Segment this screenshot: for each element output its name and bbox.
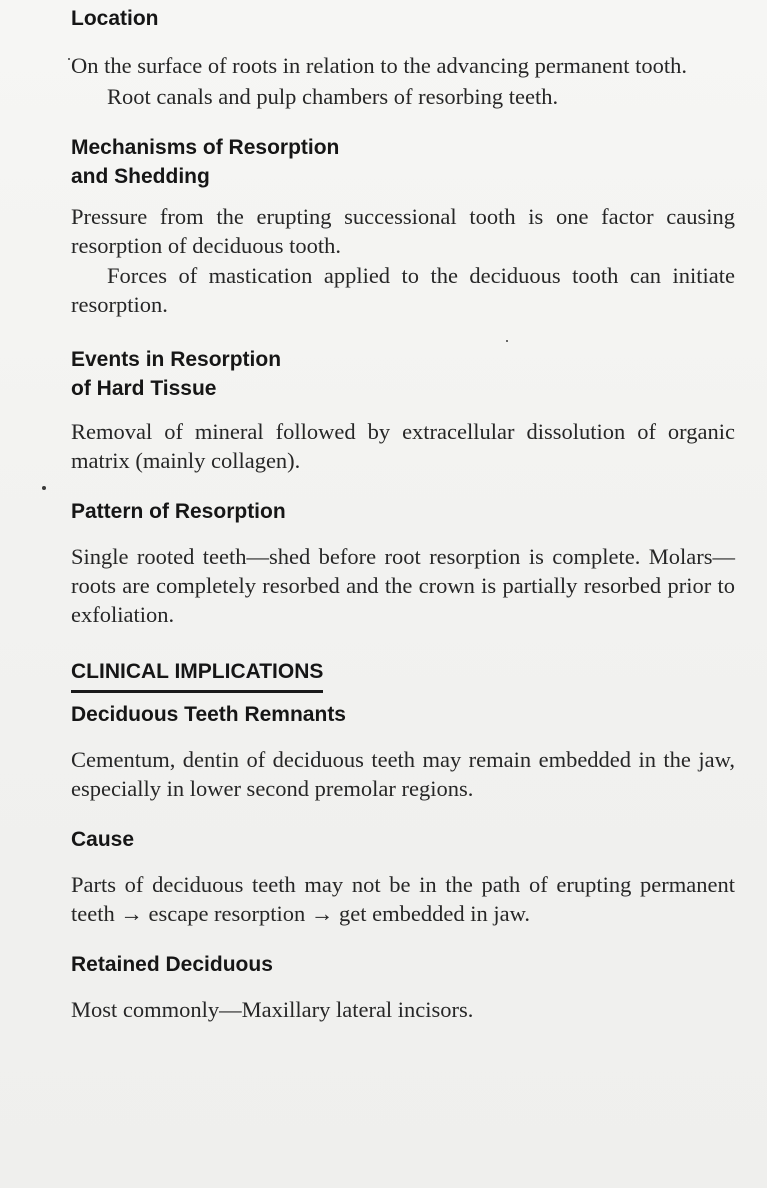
location-heading: Location <box>71 7 159 30</box>
events-heading-line-2: of Hard Tissue <box>71 377 217 400</box>
events-paragraph: Removal of mineral followed by extracellular dissolution of organic matrix (mainly collagen). <box>71 419 735 473</box>
cause-paragraph: Parts of deciduous teeth may not be in the path of erupting permanent teeth → escape resorption → get embedded in jaw. <box>71 872 735 926</box>
mechanisms-paragraph-2: Forces of mastication applied to the deciduous tooth can initiate resorption. <box>71 263 735 317</box>
mechanisms-heading-line-1: Mechanisms of Resorption <box>71 136 340 159</box>
cause-heading: Cause <box>71 828 135 851</box>
location-section <box>71 4 735 111</box>
clinical-implications-title: CLINICAL IMPLICATIONS <box>71 657 323 693</box>
pattern-paragraph: Single rooted teeth—shed before root resorption is complete. Molars—roots are completely resorbed and the crown is partially resorbed prior to exfoliation. <box>71 544 735 627</box>
page-content <box>71 4 735 1024</box>
events-heading-line-1: Events in Resorption <box>71 348 282 371</box>
events-section <box>71 345 735 475</box>
location-paragraph-2: Root canals and pulp chambers of resorbing teeth. <box>107 84 559 109</box>
remnants-heading: Deciduous Teeth Remnants <box>71 703 346 726</box>
clinical-implications-section <box>71 657 735 1024</box>
pattern-heading: Pattern of Resorption <box>71 500 286 523</box>
pattern-section <box>71 497 735 629</box>
remnants-paragraph: Cementum, dentin of deciduous teeth may remain embedded in the jaw, especially in lower second premolar regions. <box>71 747 735 801</box>
location-paragraph-1: On the surface of roots in relation to the advancing permanent tooth. <box>71 53 688 78</box>
mechanisms-section <box>71 133 735 319</box>
retained-heading: Retained Deciduous <box>71 953 273 976</box>
retained-paragraph: Most commonly—Maxillary lateral incisors. <box>71 997 474 1022</box>
print-speck <box>68 58 70 60</box>
mechanisms-paragraph-1: Pressure from the erupting successional tooth is one factor causing resorption of deciduous tooth. <box>71 204 735 258</box>
print-speck <box>42 486 46 490</box>
mechanisms-heading-line-2: and Shedding <box>71 165 210 188</box>
